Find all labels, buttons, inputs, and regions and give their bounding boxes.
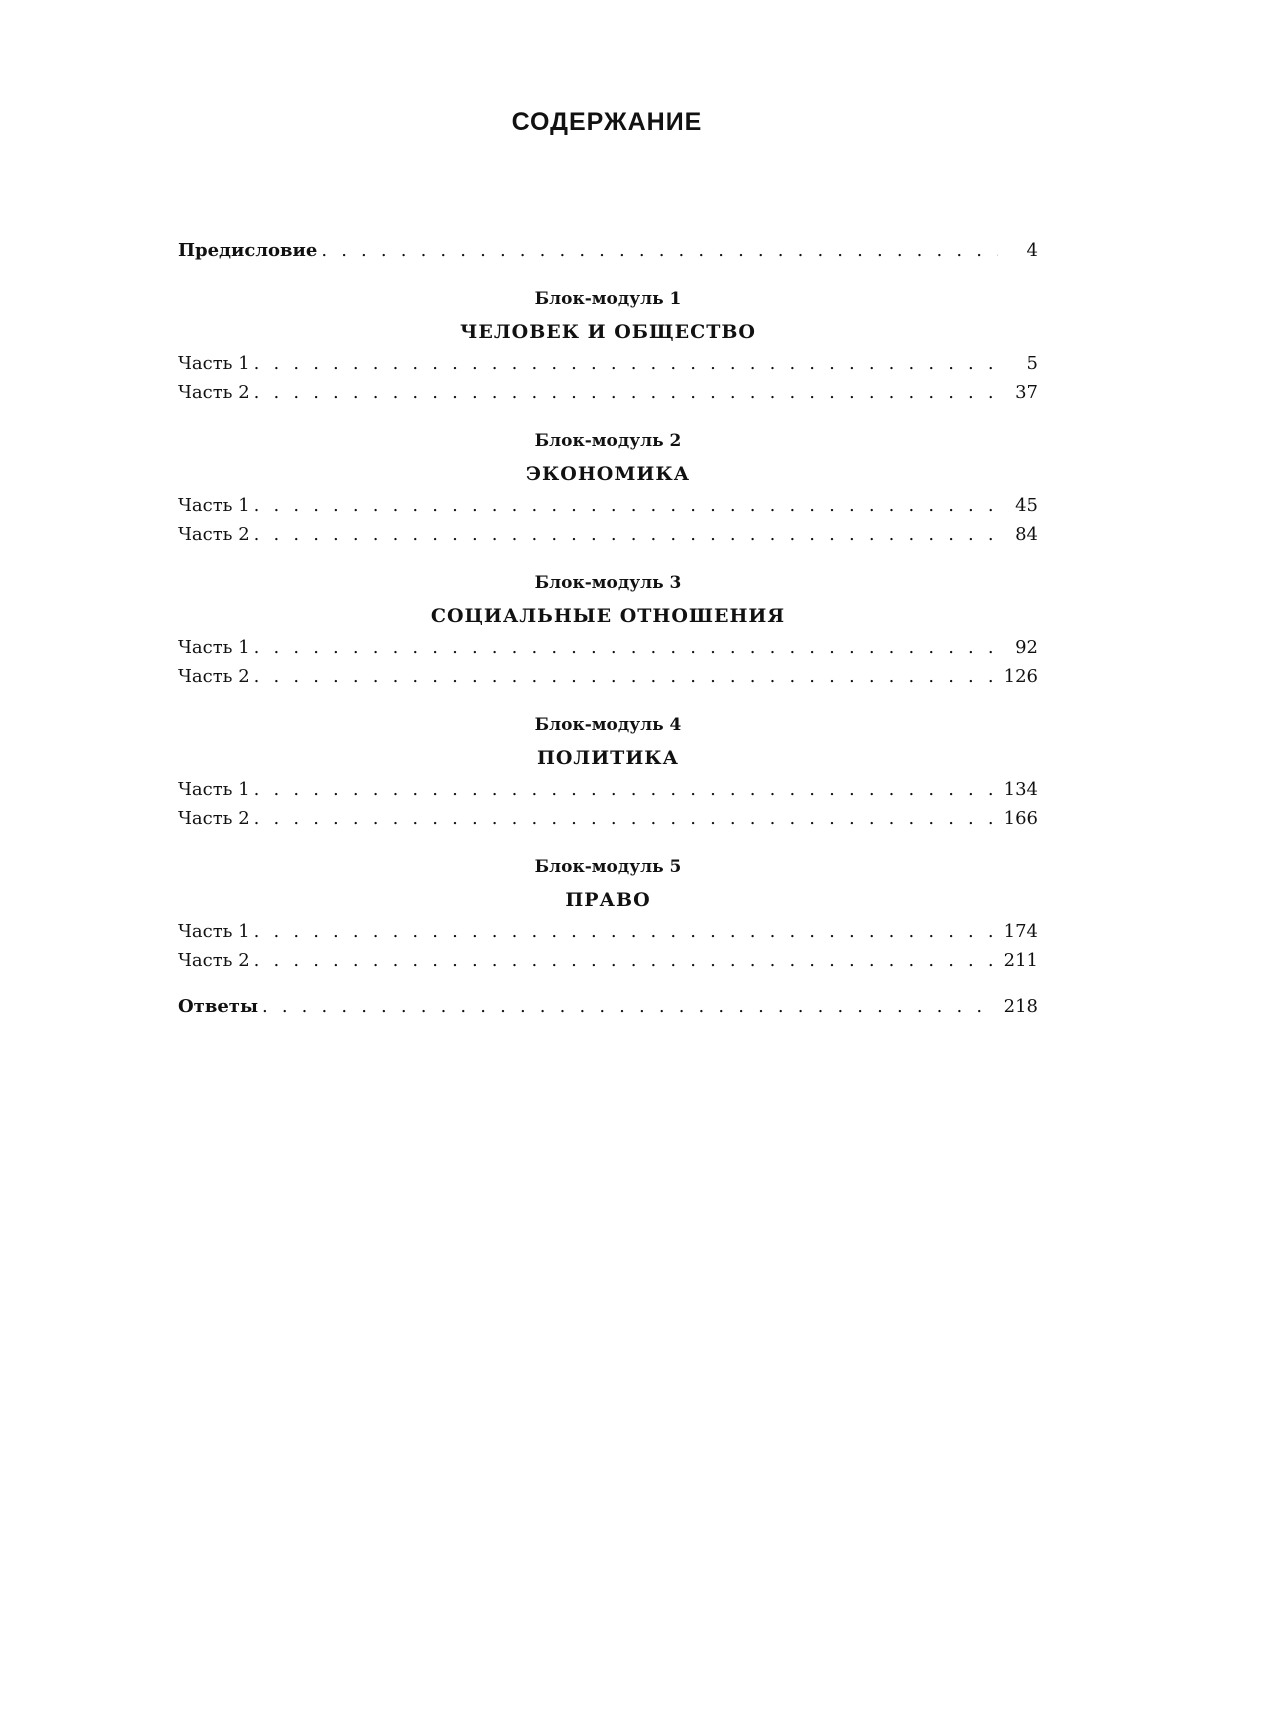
module-name: ПРАВО	[565, 889, 651, 911]
toc-entry-part[interactable]	[178, 946, 1038, 975]
toc-page-number: 45	[1015, 495, 1038, 516]
dot-leader	[254, 349, 998, 378]
toc-entry-label: Ответы	[178, 996, 258, 1017]
toc-entry-label: Часть 1	[178, 921, 250, 942]
dot-leader	[254, 946, 996, 975]
toc-entry-part[interactable]	[178, 520, 1038, 549]
toc-entry-part[interactable]	[178, 804, 1038, 833]
toc-entry-part[interactable]	[178, 633, 1038, 662]
toc-entry-label: Часть 1	[178, 637, 250, 658]
dot-leader	[254, 662, 996, 691]
module-section-2	[178, 426, 1038, 549]
table-of-contents	[178, 236, 1038, 1021]
toc-entry-label: Часть 2	[178, 382, 250, 403]
module-section-1	[178, 284, 1038, 407]
dot-leader	[254, 917, 996, 946]
toc-entry-part[interactable]	[178, 775, 1038, 804]
dot-leader	[254, 491, 998, 520]
toc-entry-answers[interactable]	[178, 992, 1038, 1021]
module-label: Блок-модуль 4	[534, 715, 682, 735]
module-label: Блок-модуль 3	[534, 573, 682, 593]
toc-entry-label: Часть 2	[178, 950, 250, 971]
toc-page-number: 211	[1003, 950, 1038, 971]
toc-entry-part[interactable]	[178, 378, 1038, 407]
module-name: ЧЕЛОВЕК И ОБЩЕСТВО	[460, 321, 756, 343]
module-label: Блок-модуль 2	[534, 431, 682, 451]
module-name: ЭКОНОМИКА	[525, 463, 691, 485]
dot-leader	[254, 775, 996, 804]
dot-leader	[262, 992, 996, 1021]
toc-entry-part[interactable]	[178, 917, 1038, 946]
toc-page-number: 5	[1026, 353, 1038, 374]
toc-page-number: 218	[1003, 996, 1038, 1017]
toc-page-number: 126	[1003, 666, 1038, 687]
toc-entry-label: Предисловие	[178, 240, 318, 261]
module-label: Блок-модуль 1	[534, 289, 682, 309]
toc-page-number: 174	[1003, 921, 1038, 942]
module-section-5	[178, 852, 1038, 975]
module-section-3	[178, 568, 1038, 691]
toc-entry-part[interactable]	[178, 349, 1038, 378]
toc-page-number: 92	[1015, 637, 1038, 658]
toc-entry-label: Часть 1	[178, 495, 250, 516]
toc-page-number: 37	[1015, 382, 1038, 403]
toc-entry-label: Часть 2	[178, 524, 250, 545]
dot-leader	[254, 804, 996, 833]
module-name: СОЦИАЛЬНЫЕ ОТНОШЕНИЯ	[430, 605, 786, 627]
dot-leader	[254, 520, 998, 549]
page-title: СОДЕРЖАНИЕ	[511, 108, 703, 136]
dot-leader	[254, 378, 998, 407]
toc-entry-label: Часть 2	[178, 666, 250, 687]
toc-entry-label: Часть 1	[178, 779, 250, 800]
module-name: ПОЛИТИКА	[536, 747, 680, 769]
toc-page-number: 84	[1015, 524, 1038, 545]
toc-page-number: 134	[1003, 779, 1038, 800]
toc-page-number: 166	[1003, 808, 1038, 829]
toc-page-number: 4	[1026, 240, 1038, 261]
module-section-4	[178, 710, 1038, 833]
toc-entry-part[interactable]	[178, 662, 1038, 691]
toc-entry-label: Часть 2	[178, 808, 250, 829]
toc-entry-preface[interactable]	[178, 236, 1038, 265]
toc-entry-part[interactable]	[178, 491, 1038, 520]
dot-leader	[321, 236, 998, 265]
module-label: Блок-модуль 5	[534, 857, 682, 877]
toc-entry-label: Часть 1	[178, 353, 250, 374]
dot-leader	[254, 633, 998, 662]
